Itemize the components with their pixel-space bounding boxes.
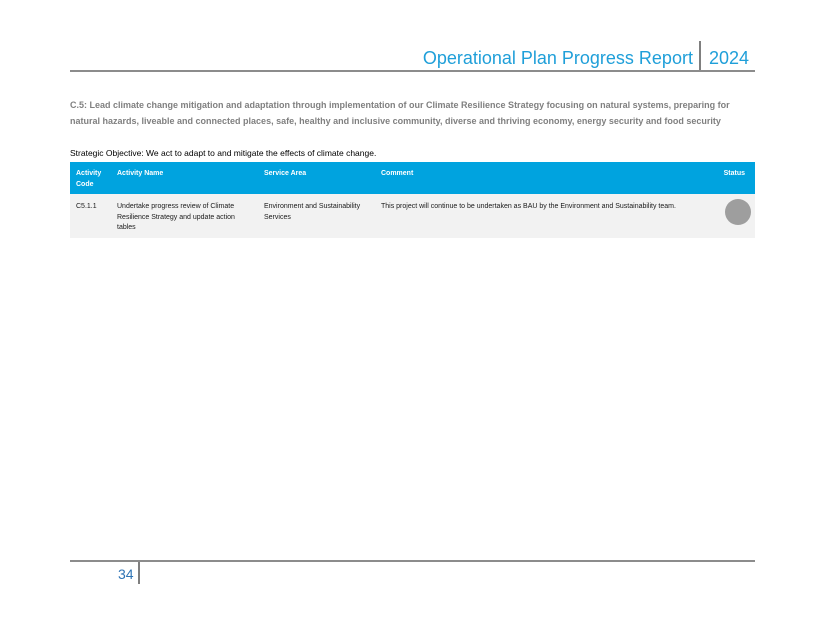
page-footer [70, 562, 140, 584]
cell-comment: This project will continue to be undertaken as BAU by the Environment and Sustainability team. [381, 203, 676, 210]
column-header-status: Status [723, 170, 745, 177]
cell-activity-name: Undertake progress review of Climate Resilience Strategy and update action tables [117, 203, 235, 231]
table-row [70, 194, 755, 238]
cell-activity-code: C5.1.1 [76, 203, 97, 210]
column-header-activity-code: Activity Code [76, 170, 102, 188]
report-title: Operational Plan Progress Report [422, 48, 693, 68]
cell-status [711, 194, 755, 238]
footer-divider [138, 562, 140, 584]
column-header-service-area: Service Area [264, 170, 307, 177]
report-year: 2024 [708, 48, 749, 68]
activity-table [70, 162, 755, 238]
page-header [70, 40, 755, 71]
page-number: 34 [118, 566, 134, 582]
cell-service-area: Environment and Sustainability Services [264, 203, 361, 221]
strategic-objective: Strategic Objective: We act to adapt to and mitigate the effects of climate change. [70, 148, 377, 158]
table-header [70, 162, 755, 194]
header-rule [70, 70, 755, 72]
status-indicator-icon [725, 199, 751, 225]
column-header-activity-name: Activity Name [117, 170, 164, 177]
goal-heading: C.5: Lead climate change mitigation and adaptation through implementation of our Climate Resilience Strategy focusing on natural systems, preparing for natural hazards, liveable and connected places, safe, healthy and inclusive community, diverse and thriving economy, energy security and food security [70, 100, 730, 126]
column-header-comment: Comment [381, 170, 414, 177]
footer-rule [70, 560, 755, 562]
